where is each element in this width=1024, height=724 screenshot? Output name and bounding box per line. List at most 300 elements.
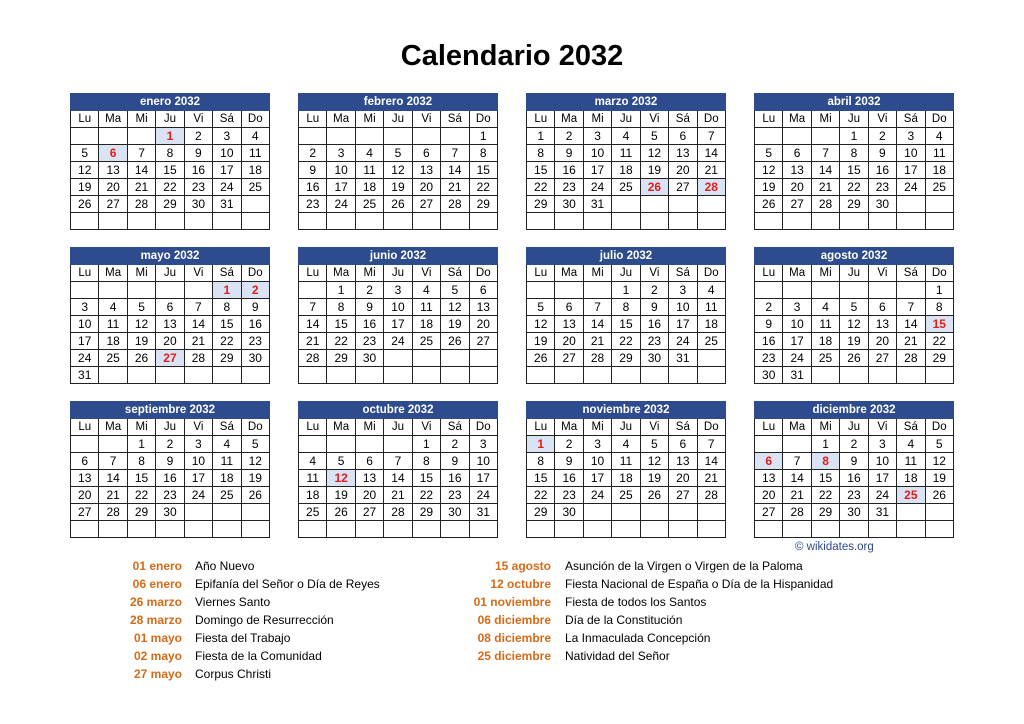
day-cell[interactable]: 23 (555, 487, 583, 504)
day-cell[interactable]: 29 (527, 504, 555, 521)
day-cell[interactable]: 9 (868, 145, 896, 162)
day-cell[interactable]: 12 (640, 145, 668, 162)
day-cell[interactable]: 6 (669, 436, 697, 453)
day-cell[interactable]: 29 (156, 196, 184, 213)
day-cell[interactable]: 16 (156, 470, 184, 487)
day-cell[interactable]: 5 (755, 145, 783, 162)
day-cell[interactable]: 16 (640, 316, 668, 333)
day-cell[interactable]: 2 (184, 128, 212, 145)
day-cell[interactable]: 20 (469, 316, 497, 333)
day-cell[interactable]: 6 (412, 145, 440, 162)
day-cell[interactable]: 26 (327, 504, 355, 521)
day-cell[interactable]: 17 (783, 333, 811, 350)
day-cell[interactable]: 30 (241, 350, 269, 367)
day-cell[interactable]: 13 (555, 316, 583, 333)
day-cell[interactable]: 2 (555, 436, 583, 453)
day-cell[interactable]: 11 (612, 453, 640, 470)
day-cell[interactable]: 2 (241, 282, 269, 299)
day-cell[interactable]: 10 (213, 145, 241, 162)
day-cell[interactable]: 2 (355, 282, 383, 299)
day-cell[interactable]: 17 (897, 162, 925, 179)
day-cell[interactable]: 6 (99, 145, 127, 162)
day-cell[interactable]: 13 (71, 470, 99, 487)
day-cell[interactable]: 13 (868, 316, 896, 333)
day-cell[interactable]: 12 (441, 299, 469, 316)
day-cell[interactable]: 17 (583, 162, 611, 179)
day-cell[interactable]: 3 (897, 128, 925, 145)
day-cell[interactable]: 25 (241, 179, 269, 196)
day-cell[interactable]: 2 (755, 299, 783, 316)
day-cell[interactable]: 17 (71, 333, 99, 350)
day-cell[interactable]: 29 (840, 196, 868, 213)
day-cell[interactable]: 26 (840, 350, 868, 367)
day-cell[interactable]: 3 (327, 145, 355, 162)
day-cell[interactable]: 20 (783, 179, 811, 196)
day-cell[interactable]: 27 (783, 196, 811, 213)
day-cell[interactable]: 7 (697, 128, 725, 145)
day-cell[interactable]: 27 (469, 333, 497, 350)
day-cell[interactable]: 17 (868, 470, 896, 487)
day-cell[interactable]: 2 (555, 128, 583, 145)
day-cell[interactable]: 27 (412, 196, 440, 213)
day-cell[interactable]: 8 (527, 145, 555, 162)
day-cell[interactable]: 6 (469, 282, 497, 299)
day-cell[interactable]: 15 (811, 470, 839, 487)
day-cell[interactable]: 25 (612, 487, 640, 504)
day-cell[interactable]: 23 (241, 333, 269, 350)
day-cell[interactable]: 22 (156, 179, 184, 196)
day-cell[interactable]: 30 (441, 504, 469, 521)
day-cell[interactable]: 24 (213, 179, 241, 196)
day-cell[interactable]: 5 (640, 436, 668, 453)
day-cell[interactable]: 18 (811, 333, 839, 350)
day-cell[interactable]: 14 (697, 453, 725, 470)
day-cell[interactable]: 5 (925, 436, 953, 453)
day-cell[interactable]: 31 (783, 367, 811, 384)
day-cell[interactable]: 14 (299, 316, 327, 333)
day-cell[interactable]: 26 (71, 196, 99, 213)
day-cell[interactable]: 18 (355, 179, 383, 196)
day-cell[interactable]: 26 (441, 333, 469, 350)
day-cell[interactable]: 26 (755, 196, 783, 213)
day-cell[interactable]: 19 (755, 179, 783, 196)
day-cell[interactable]: 14 (441, 162, 469, 179)
day-cell[interactable]: 8 (469, 145, 497, 162)
day-cell[interactable]: 31 (868, 504, 896, 521)
day-cell[interactable]: 31 (213, 196, 241, 213)
day-cell[interactable]: 30 (355, 350, 383, 367)
day-cell[interactable]: 28 (697, 487, 725, 504)
day-cell[interactable]: 19 (925, 470, 953, 487)
day-cell[interactable]: 30 (755, 367, 783, 384)
day-cell[interactable]: 5 (840, 299, 868, 316)
day-cell[interactable]: 7 (811, 145, 839, 162)
day-cell[interactable]: 12 (241, 453, 269, 470)
day-cell[interactable]: 9 (555, 453, 583, 470)
day-cell[interactable]: 8 (811, 453, 839, 470)
day-cell[interactable]: 6 (71, 453, 99, 470)
day-cell[interactable]: 14 (127, 162, 155, 179)
day-cell[interactable]: 4 (697, 282, 725, 299)
day-cell[interactable]: 28 (99, 504, 127, 521)
day-cell[interactable]: 21 (697, 162, 725, 179)
day-cell[interactable]: 12 (71, 162, 99, 179)
day-cell[interactable]: 1 (412, 436, 440, 453)
day-cell[interactable]: 18 (99, 333, 127, 350)
day-cell[interactable]: 30 (840, 504, 868, 521)
day-cell[interactable]: 9 (156, 453, 184, 470)
day-cell[interactable]: 17 (669, 316, 697, 333)
day-cell[interactable]: 13 (755, 470, 783, 487)
day-cell[interactable]: 22 (811, 487, 839, 504)
day-cell[interactable]: 24 (583, 179, 611, 196)
day-cell[interactable]: 29 (925, 350, 953, 367)
day-cell[interactable]: 5 (241, 436, 269, 453)
day-cell[interactable]: 27 (71, 504, 99, 521)
day-cell[interactable]: 25 (925, 179, 953, 196)
day-cell[interactable]: 17 (184, 470, 212, 487)
day-cell[interactable]: 13 (99, 162, 127, 179)
day-cell[interactable]: 13 (669, 145, 697, 162)
day-cell[interactable]: 23 (441, 487, 469, 504)
day-cell[interactable]: 15 (412, 470, 440, 487)
day-cell[interactable]: 18 (299, 487, 327, 504)
day-cell[interactable]: 27 (669, 487, 697, 504)
day-cell[interactable]: 8 (612, 299, 640, 316)
day-cell[interactable]: 29 (213, 350, 241, 367)
day-cell[interactable]: 2 (840, 436, 868, 453)
day-cell[interactable]: 24 (783, 350, 811, 367)
day-cell[interactable]: 11 (241, 145, 269, 162)
day-cell[interactable]: 30 (184, 196, 212, 213)
day-cell[interactable]: 14 (811, 162, 839, 179)
day-cell[interactable]: 30 (555, 196, 583, 213)
day-cell[interactable]: 22 (213, 333, 241, 350)
day-cell[interactable]: 5 (441, 282, 469, 299)
day-cell[interactable]: 15 (925, 316, 953, 333)
day-cell[interactable]: 28 (384, 504, 412, 521)
day-cell[interactable]: 15 (213, 316, 241, 333)
day-cell[interactable]: 4 (213, 436, 241, 453)
day-cell[interactable]: 4 (241, 128, 269, 145)
day-cell[interactable]: 29 (412, 504, 440, 521)
day-cell[interactable]: 14 (384, 470, 412, 487)
day-cell[interactable]: 16 (355, 316, 383, 333)
day-cell[interactable]: 16 (755, 333, 783, 350)
day-cell[interactable]: 29 (811, 504, 839, 521)
day-cell[interactable]: 9 (555, 145, 583, 162)
day-cell[interactable]: 7 (441, 145, 469, 162)
day-cell[interactable]: 12 (127, 316, 155, 333)
day-cell[interactable]: 20 (99, 179, 127, 196)
day-cell[interactable]: 24 (384, 333, 412, 350)
day-cell[interactable]: 21 (697, 470, 725, 487)
day-cell[interactable]: 18 (612, 162, 640, 179)
day-cell[interactable]: 20 (156, 333, 184, 350)
day-cell[interactable]: 2 (640, 282, 668, 299)
day-cell[interactable]: 9 (241, 299, 269, 316)
day-cell[interactable]: 15 (840, 162, 868, 179)
day-cell[interactable]: 14 (184, 316, 212, 333)
day-cell[interactable]: 3 (583, 436, 611, 453)
day-cell[interactable]: 24 (327, 196, 355, 213)
day-cell[interactable]: 20 (669, 470, 697, 487)
day-cell[interactable]: 1 (327, 282, 355, 299)
day-cell[interactable]: 18 (897, 470, 925, 487)
day-cell[interactable]: 15 (527, 470, 555, 487)
day-cell[interactable]: 28 (811, 196, 839, 213)
day-cell[interactable]: 11 (897, 453, 925, 470)
day-cell[interactable]: 4 (99, 299, 127, 316)
day-cell[interactable]: 23 (755, 350, 783, 367)
day-cell[interactable]: 2 (868, 128, 896, 145)
day-cell[interactable]: 25 (299, 504, 327, 521)
day-cell[interactable]: 19 (384, 179, 412, 196)
day-cell[interactable]: 22 (527, 179, 555, 196)
day-cell[interactable]: 13 (156, 316, 184, 333)
day-cell[interactable]: 14 (99, 470, 127, 487)
day-cell[interactable]: 14 (897, 316, 925, 333)
day-cell[interactable]: 7 (897, 299, 925, 316)
day-cell[interactable]: 4 (811, 299, 839, 316)
day-cell[interactable]: 7 (384, 453, 412, 470)
day-cell[interactable]: 22 (527, 487, 555, 504)
day-cell[interactable]: 6 (783, 145, 811, 162)
day-cell[interactable]: 6 (755, 453, 783, 470)
day-cell[interactable]: 19 (640, 470, 668, 487)
day-cell[interactable]: 23 (156, 487, 184, 504)
day-cell[interactable]: 21 (811, 179, 839, 196)
day-cell[interactable]: 25 (213, 487, 241, 504)
day-cell[interactable]: 28 (697, 179, 725, 196)
day-cell[interactable]: 1 (811, 436, 839, 453)
day-cell[interactable]: 5 (384, 145, 412, 162)
day-cell[interactable]: 12 (384, 162, 412, 179)
day-cell[interactable]: 4 (355, 145, 383, 162)
day-cell[interactable]: 20 (755, 487, 783, 504)
day-cell[interactable]: 3 (71, 299, 99, 316)
day-cell[interactable]: 10 (384, 299, 412, 316)
day-cell[interactable]: 11 (99, 316, 127, 333)
day-cell[interactable]: 13 (783, 162, 811, 179)
day-cell[interactable]: 10 (868, 453, 896, 470)
day-cell[interactable]: 22 (469, 179, 497, 196)
day-cell[interactable]: 3 (783, 299, 811, 316)
day-cell[interactable]: 19 (640, 162, 668, 179)
day-cell[interactable]: 18 (241, 162, 269, 179)
day-cell[interactable]: 26 (127, 350, 155, 367)
day-cell[interactable]: 13 (355, 470, 383, 487)
day-cell[interactable]: 9 (299, 162, 327, 179)
day-cell[interactable]: 1 (840, 128, 868, 145)
day-cell[interactable]: 21 (184, 333, 212, 350)
day-cell[interactable]: 31 (71, 367, 99, 384)
day-cell[interactable]: 2 (441, 436, 469, 453)
day-cell[interactable]: 7 (697, 436, 725, 453)
day-cell[interactable]: 19 (441, 316, 469, 333)
day-cell[interactable]: 7 (783, 453, 811, 470)
day-cell[interactable]: 14 (583, 316, 611, 333)
day-cell[interactable]: 7 (299, 299, 327, 316)
day-cell[interactable]: 13 (412, 162, 440, 179)
day-cell[interactable]: 9 (355, 299, 383, 316)
day-cell[interactable]: 10 (583, 145, 611, 162)
day-cell[interactable]: 15 (527, 162, 555, 179)
day-cell[interactable]: 10 (897, 145, 925, 162)
day-cell[interactable]: 21 (99, 487, 127, 504)
day-cell[interactable]: 18 (925, 162, 953, 179)
day-cell[interactable]: 21 (897, 333, 925, 350)
day-cell[interactable]: 25 (412, 333, 440, 350)
day-cell[interactable]: 13 (469, 299, 497, 316)
day-cell[interactable]: 29 (327, 350, 355, 367)
day-cell[interactable]: 27 (669, 179, 697, 196)
day-cell[interactable]: 27 (355, 504, 383, 521)
day-cell[interactable]: 25 (99, 350, 127, 367)
day-cell[interactable]: 19 (127, 333, 155, 350)
day-cell[interactable]: 29 (127, 504, 155, 521)
day-cell[interactable]: 8 (925, 299, 953, 316)
day-cell[interactable]: 30 (640, 350, 668, 367)
day-cell[interactable]: 22 (612, 333, 640, 350)
day-cell[interactable]: 14 (697, 145, 725, 162)
day-cell[interactable]: 24 (469, 487, 497, 504)
day-cell[interactable]: 15 (327, 316, 355, 333)
day-cell[interactable]: 8 (527, 453, 555, 470)
day-cell[interactable]: 20 (555, 333, 583, 350)
day-cell[interactable]: 25 (355, 196, 383, 213)
day-cell[interactable]: 19 (840, 333, 868, 350)
day-cell[interactable]: 20 (669, 162, 697, 179)
day-cell[interactable]: 2 (299, 145, 327, 162)
day-cell[interactable]: 6 (156, 299, 184, 316)
day-cell[interactable]: 11 (412, 299, 440, 316)
day-cell[interactable]: 6 (555, 299, 583, 316)
day-cell[interactable]: 21 (127, 179, 155, 196)
day-cell[interactable]: 21 (384, 487, 412, 504)
day-cell[interactable]: 1 (527, 128, 555, 145)
day-cell[interactable]: 5 (640, 128, 668, 145)
day-cell[interactable]: 15 (469, 162, 497, 179)
day-cell[interactable]: 8 (127, 453, 155, 470)
day-cell[interactable]: 16 (441, 470, 469, 487)
day-cell[interactable]: 3 (213, 128, 241, 145)
day-cell[interactable]: 11 (612, 145, 640, 162)
day-cell[interactable]: 5 (127, 299, 155, 316)
day-cell[interactable]: 16 (555, 162, 583, 179)
day-cell[interactable]: 11 (355, 162, 383, 179)
day-cell[interactable]: 4 (925, 128, 953, 145)
day-cell[interactable]: 16 (184, 162, 212, 179)
day-cell[interactable]: 6 (868, 299, 896, 316)
day-cell[interactable]: 18 (213, 470, 241, 487)
day-cell[interactable]: 4 (897, 436, 925, 453)
day-cell[interactable]: 1 (925, 282, 953, 299)
day-cell[interactable]: 31 (583, 196, 611, 213)
day-cell[interactable]: 3 (384, 282, 412, 299)
day-cell[interactable]: 4 (299, 453, 327, 470)
day-cell[interactable]: 10 (669, 299, 697, 316)
day-cell[interactable]: 21 (299, 333, 327, 350)
day-cell[interactable]: 12 (527, 316, 555, 333)
day-cell[interactable]: 16 (241, 316, 269, 333)
day-cell[interactable]: 18 (412, 316, 440, 333)
day-cell[interactable]: 1 (213, 282, 241, 299)
day-cell[interactable]: 20 (412, 179, 440, 196)
day-cell[interactable]: 19 (241, 470, 269, 487)
day-cell[interactable]: 21 (583, 333, 611, 350)
day-cell[interactable]: 26 (925, 487, 953, 504)
day-cell[interactable]: 25 (811, 350, 839, 367)
day-cell[interactable]: 18 (612, 470, 640, 487)
day-cell[interactable]: 31 (469, 504, 497, 521)
day-cell[interactable]: 7 (184, 299, 212, 316)
day-cell[interactable]: 23 (640, 333, 668, 350)
day-cell[interactable]: 28 (897, 350, 925, 367)
day-cell[interactable]: 24 (184, 487, 212, 504)
day-cell[interactable]: 22 (127, 487, 155, 504)
day-cell[interactable]: 11 (299, 470, 327, 487)
day-cell[interactable]: 17 (213, 162, 241, 179)
day-cell[interactable]: 3 (469, 436, 497, 453)
day-cell[interactable]: 27 (156, 350, 184, 367)
day-cell[interactable]: 21 (441, 179, 469, 196)
day-cell[interactable]: 5 (71, 145, 99, 162)
day-cell[interactable]: 8 (840, 145, 868, 162)
day-cell[interactable]: 26 (384, 196, 412, 213)
day-cell[interactable]: 22 (412, 487, 440, 504)
day-cell[interactable]: 3 (868, 436, 896, 453)
day-cell[interactable]: 31 (669, 350, 697, 367)
day-cell[interactable]: 24 (868, 487, 896, 504)
day-cell[interactable]: 3 (583, 128, 611, 145)
day-cell[interactable]: 1 (527, 436, 555, 453)
day-cell[interactable]: 3 (669, 282, 697, 299)
day-cell[interactable]: 23 (355, 333, 383, 350)
day-cell[interactable]: 12 (327, 470, 355, 487)
day-cell[interactable]: 7 (583, 299, 611, 316)
day-cell[interactable]: 4 (412, 282, 440, 299)
day-cell[interactable]: 20 (355, 487, 383, 504)
day-cell[interactable]: 18 (697, 316, 725, 333)
day-cell[interactable]: 11 (213, 453, 241, 470)
day-cell[interactable]: 7 (127, 145, 155, 162)
day-cell[interactable]: 23 (555, 179, 583, 196)
day-cell[interactable]: 23 (184, 179, 212, 196)
day-cell[interactable]: 12 (755, 162, 783, 179)
day-cell[interactable]: 10 (71, 316, 99, 333)
day-cell[interactable]: 22 (327, 333, 355, 350)
day-cell[interactable]: 17 (327, 179, 355, 196)
day-cell[interactable]: 8 (213, 299, 241, 316)
day-cell[interactable]: 23 (840, 487, 868, 504)
day-cell[interactable]: 11 (811, 316, 839, 333)
day-cell[interactable]: 22 (925, 333, 953, 350)
day-cell[interactable]: 20 (71, 487, 99, 504)
day-cell[interactable]: 28 (583, 350, 611, 367)
day-cell[interactable]: 28 (127, 196, 155, 213)
day-cell[interactable]: 11 (925, 145, 953, 162)
day-cell[interactable]: 10 (469, 453, 497, 470)
day-cell[interactable]: 14 (783, 470, 811, 487)
day-cell[interactable]: 8 (327, 299, 355, 316)
day-cell[interactable]: 9 (184, 145, 212, 162)
day-cell[interactable]: 5 (527, 299, 555, 316)
day-cell[interactable]: 26 (640, 179, 668, 196)
day-cell[interactable]: 19 (527, 333, 555, 350)
day-cell[interactable]: 16 (840, 470, 868, 487)
day-cell[interactable]: 4 (612, 128, 640, 145)
